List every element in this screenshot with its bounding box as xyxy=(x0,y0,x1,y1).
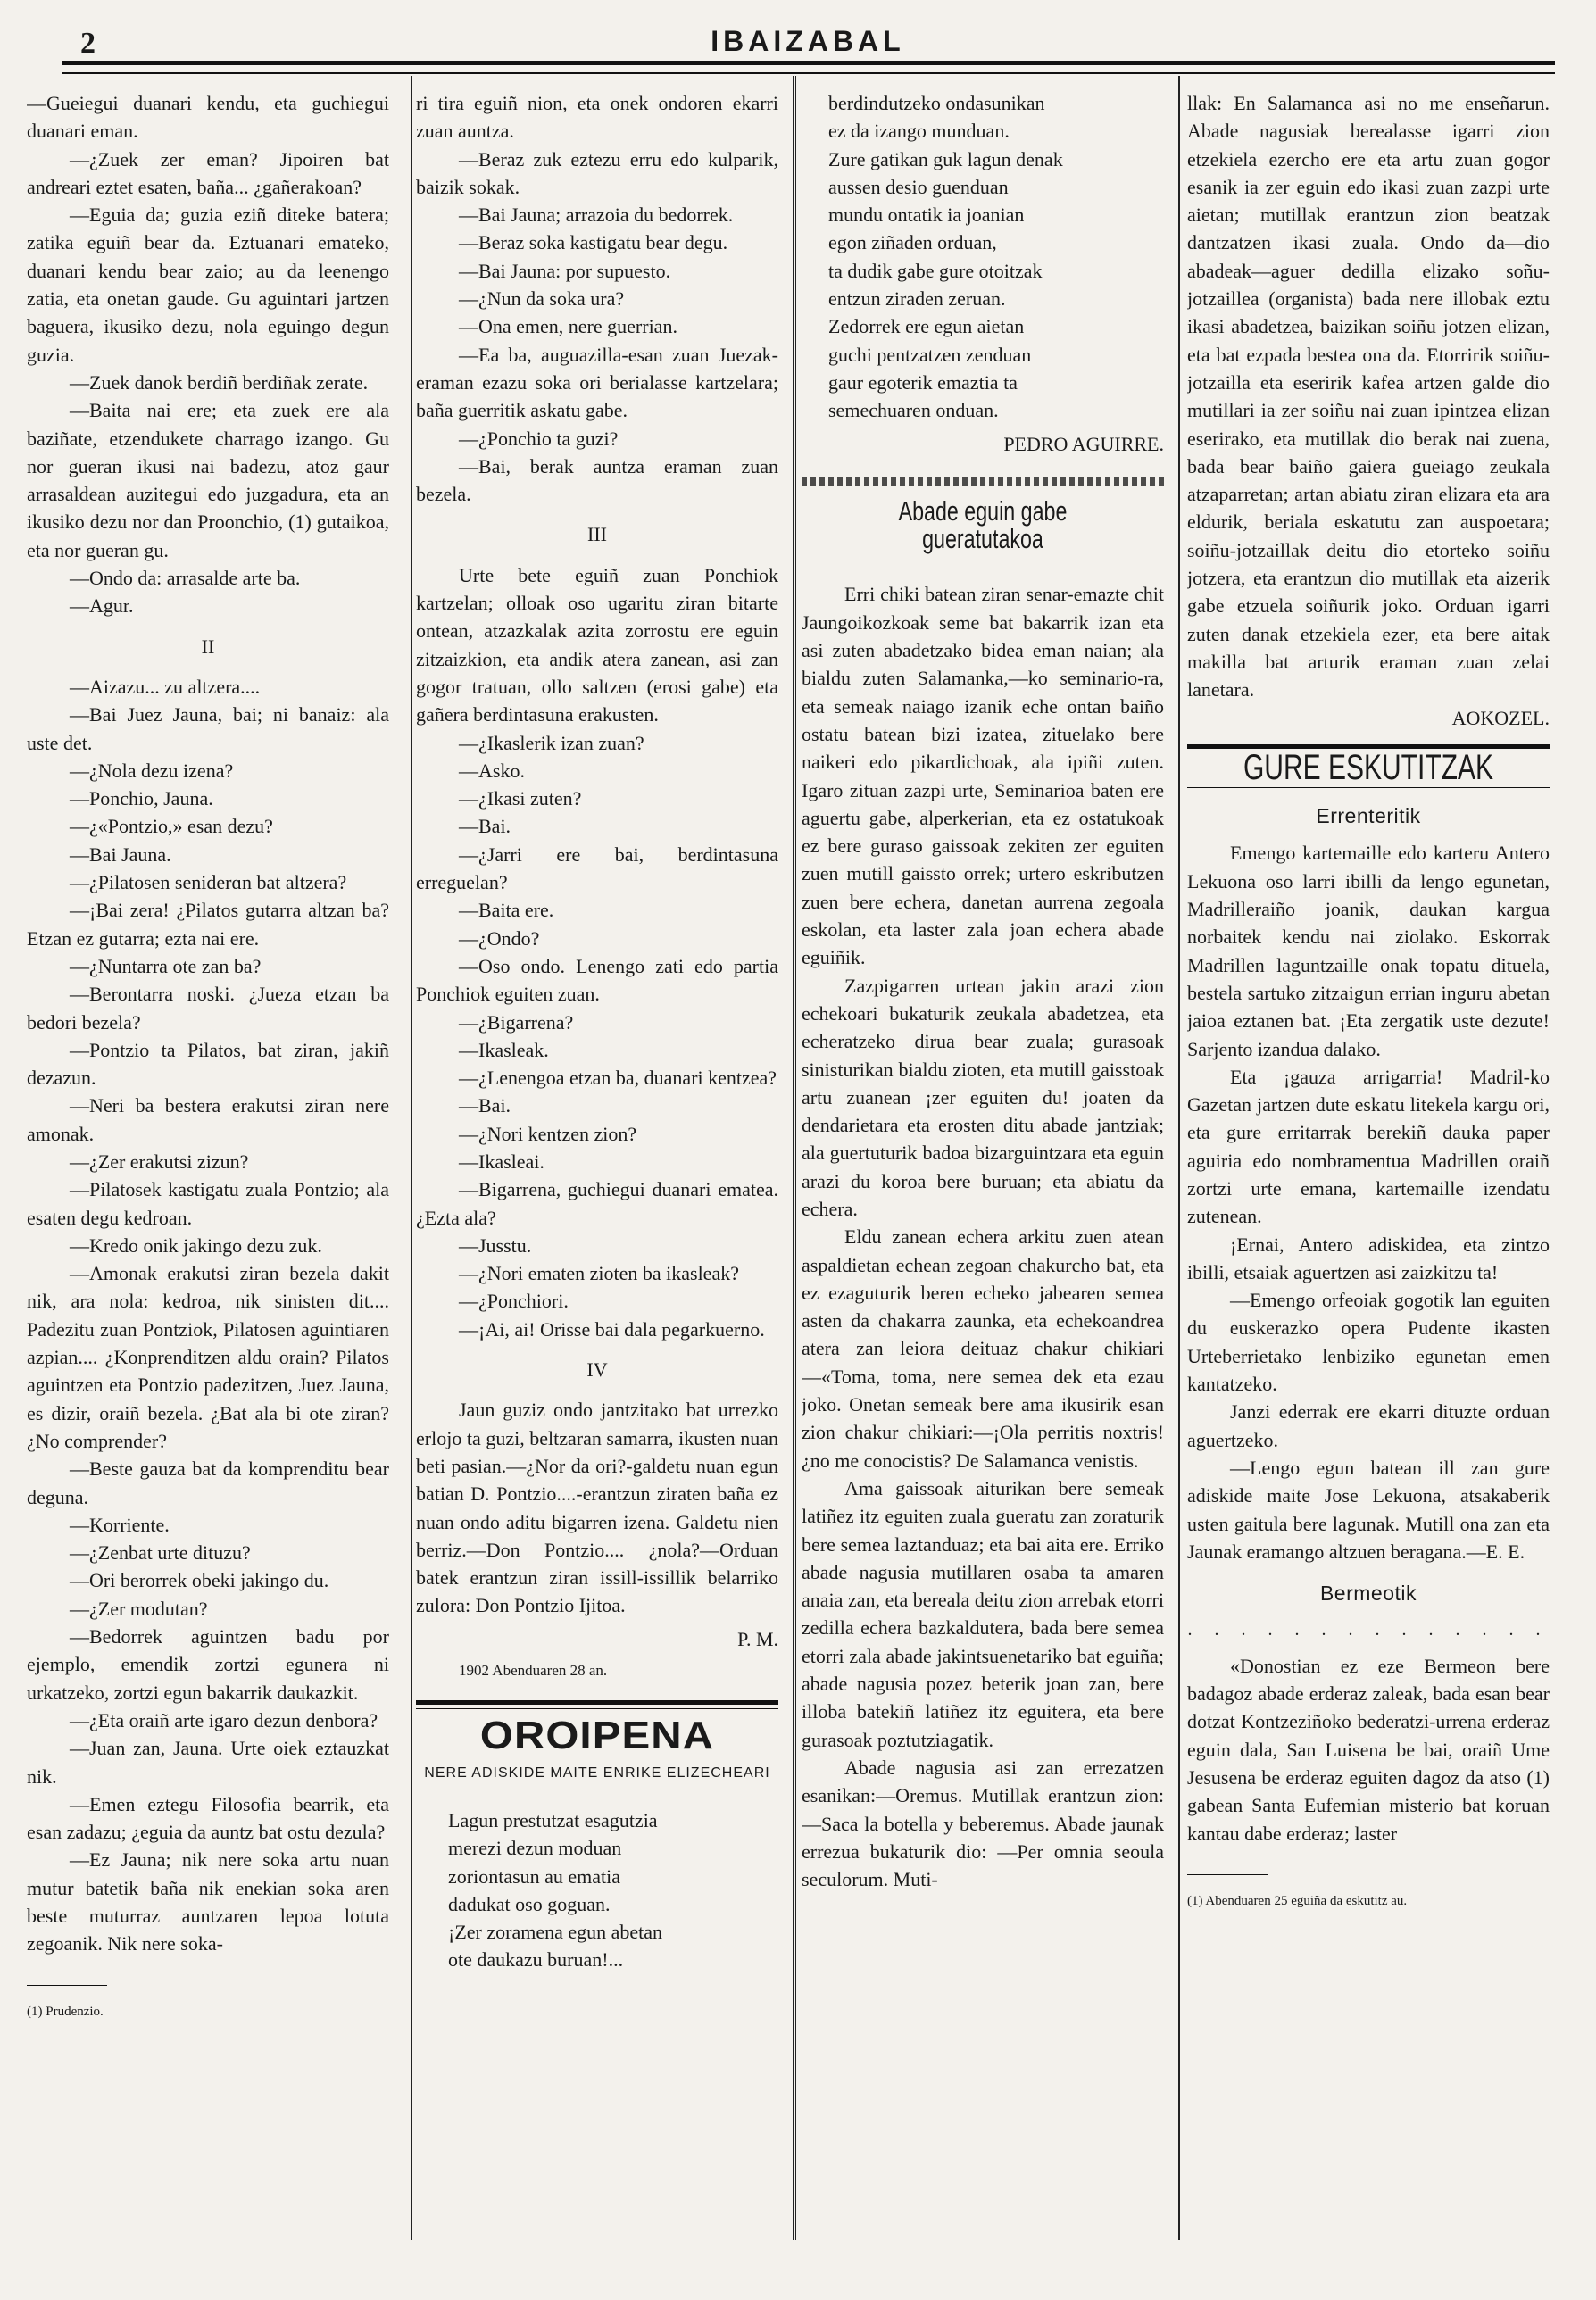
poem-line: dadukat oso goguan. xyxy=(448,1892,611,1915)
ornamental-rule xyxy=(802,477,1164,486)
signature: PEDRO AGUIRRE. xyxy=(1003,432,1164,455)
paragraph: Erri chiki batean ziran senar-emazte chit Jaungoikozkoak seme bat bakarrik izan eta asi zuten abadetzako bidea eman naian; ala bialdu zuten Salamanka,—ko seminario-ra, eta semeak naiago izanik eche ontan baiño ostatu batean bizi izatea, zituelako bere naikeri edo pikardichoak, ala ipiñi zuten. Igaro zituan zazpi urte, Seminarioa baten ere aguertu gabe, alperkerian, eta ez ostatukoak ez bere guraso gaissoak zekiten zer eguiten zuen mutill gaissto orrek; urtero eskributzen zuen bere echera, danetan aurrena zegoala eskolan, eta laster zala joan echera abade eguiñik. xyxy=(802,583,1164,969)
paragraph: Eldu zanean echera arkitu zuen atean aspaldietan echean zegoan chakurcho bat, eta ez ezaguturik beren echeko jabearen semea asten da chakarra zaunka, eta echekoandrea atera zan leiora deituaz chakur chikiari—«Toma, toma, nere semea dek eta ezau joko. Onetan semeak bere ama ikusirik esan zion chakur chikiari:—¡Ola perritis noxtris! ¿no me conocistis? De Salamanca venistis. xyxy=(802,1225,1164,1472)
paragraph: —Amonak erakutsi ziran bezela dakit nik, ara nola: kedroa, nik sinisten dit.... Padezitu zuan Pontziok, Pilatosen aguintiaren azpian.... ¿Konprenditzen aldu orain? Pilatos aguintzen eta Pontzio padezitzen, Juez Jauna, es dizir, oraiñ bezela. ¿Bat ala bi ote ziran? ¿No comprender? xyxy=(27,1262,389,1452)
section-rule xyxy=(416,1708,778,1709)
paragraph: —Aizazu... zu altzera.... xyxy=(70,675,261,698)
section-numeral: II xyxy=(201,635,215,658)
paragraph: —Bai Jauna. xyxy=(70,843,171,866)
poem-line: ta dudik gabe gure otoitzak xyxy=(828,259,1043,282)
paragraph: —Berontarra noski. ¿Jueza etzan ba bedori bezela? xyxy=(27,983,389,1034)
paragraph: —Ea ba, auguazilla-esan zuan Juezak-eraman ezazu soka ori berialasse kartzelara; baña guerritik askatu gabe. xyxy=(416,343,778,422)
paragraph: —Lengo egun batean ill zan gure adiskide maite Jose Lekuona, atsakaberik usten gaitula bere lagunak. Mutill ona zan eta Jaunak eramango altzuen beragana.—E. E. xyxy=(1187,1456,1550,1563)
poem-line: mundu ontatik ia joanian xyxy=(828,203,1025,227)
page-header xyxy=(62,20,1553,62)
paragraph: —¿Zuek zer eman? Jipoiren bat andreari eztet esaten, baña... ¿gañerakoan? xyxy=(27,147,389,198)
column-1 xyxy=(27,89,389,2231)
paragraph: —Baita nai ere; eta zuek ere ala baziñate, etzendukete charrago izango. Gu nor gueran ikusi nai badezu, atoz gaur arrasaldean auzitegui edo juzgadura, eta an ikusiko dezu nor dan Proonchio, (1) gutaikoa, eta nor gueran gu. xyxy=(27,399,389,561)
paragraph: Jaun guziz ondo jantzitako bat urrezko erlojo ta guzi, beltzaran samarra, ikusten nuan beti pasian.—¿Nor da ori?-galdetu nuan egun batian D. Pontzio....-erantzun ziraten baña ez nuan ondo aditu bigarren izena. Galdetu nien berriz.—Don Pontzio.... ¿nola?—Orduan batek erantzun ziran issill-issillik belarriko zulora: Don Pontzio Ijitoa. xyxy=(416,1399,778,1617)
poem-line: aussen desio guenduan xyxy=(828,175,1009,198)
paragraph: —Beraz soka kastigatu bear degu. xyxy=(459,231,728,254)
paragraph: llak: En Salamanca asi no me enseñarun. Abade nagusiak berealasse igarri zion etzekiela ezercho ere eta artu zuan gogor esanik ia zer eguin edo ikasi zuan zazpi urte aietan; mutillak erantzun zion beatzak dantzatzen ikasi zuala. Ondo da—dio abadeak—aguer dedilla elizako soñu-jotzaillea (organista) bada nere illobak eztu ikasi abadetzea, baizikan soiñu jotzen elizan, eta bat ezpada bestea ona da. Etorririk soiñu-jotzailla eta eseririk kafea artzen galde dio mutillari ia zer soiñu nai zuan ipintzea elizan eserirako, eta mutillak dio berak nai zuena, bada bear baiño gaiera gueiago zeukala atzaparretan; artan abiatu ziran elizara eta ara eldurik, beriala eskatutu zan auspoetara; soiñu-jotzaillak deitu dio etorteko soiñu jotzera, eta erantzun dio mutillak eta aizerik gabe etzuela soiñurik joko. Orduan igarri zuten danak etzekiela ezer, eta bere aitak makilla bat arturik eraman zuan zelai lanetara. xyxy=(1187,92,1550,702)
poem-line: Zedorrek ere egun aietan xyxy=(828,315,1025,338)
paragraph: —Beraz zuk eztezu erru edo kulparik, baizik sokak. xyxy=(416,147,778,198)
dotted-rule: . . . . . . . . . . . . . . xyxy=(1187,1620,1550,1640)
paragraph: Emengo kartemaille edo karteru Antero Lekuona oso larri ibilli da lengo egunetan, Madrilleraiño joanik, daukan kargua norbaitek kendu nai ziolako. Eskorrak Madrillen laguntzaille onak topatu dituela, bestela sartuko zitzaigun errian inguru abetan jaioa eztanen bat. ¡Eta zergatik uste dezute! Sarjento izandua dalako. xyxy=(1187,842,1550,1060)
paragraph: —Bai Jauna; arrazoia du bedorrek. xyxy=(459,203,734,227)
column-4 xyxy=(1187,89,1550,2231)
column-divider xyxy=(1178,76,1180,2240)
paragraph: —¿Nun da soka ura? xyxy=(459,287,625,311)
footnote: (1) Abenduaren 25 eguiña da eskutitz au. xyxy=(1187,1893,1408,1908)
subsection-title: Errenteritik xyxy=(1316,804,1421,828)
paragraph: —¿Zer modutan? xyxy=(70,1597,208,1620)
paragraph: —Eguia da; guzia eziñ diteke batera; zatika eguiñ bear da. Eztuanari emateko, duanari kendu bear zaio; au da leenengo zatia, eta onetan gaude. Gu aguintari jartzen baguera, ikusiko dezu, nola eguingo degun guzia. xyxy=(27,203,389,366)
paragraph: —Bai Juez Jauna, bai; ni banaiz: ala uste det. xyxy=(27,703,389,754)
paragraph: —¿Ondo? xyxy=(459,926,540,950)
paragraph: —Bedorrek aguintzen badu por ejemplo, emendik zortzi egunera ni urkatzeko, zortzi egun bakarrik daukazkit. xyxy=(27,1625,389,1704)
paragraph: —Ponchio, Jauna. xyxy=(70,787,213,810)
column-divider xyxy=(411,76,412,2240)
paragraph: —Kredo onik jakingo dezu zuk. xyxy=(70,1233,322,1257)
paragraph: —Pilatosek kastigatu zuala Pontzio; ala esaten degu kedroan. xyxy=(27,1178,389,1229)
signature: P. M. xyxy=(737,1627,778,1650)
paragraph: ri tira eguiñ nion, eta onek ondoren ekarri zuan auntza. xyxy=(416,92,778,143)
poem-line: merezi dezun moduan xyxy=(448,1837,622,1860)
poem xyxy=(416,1806,778,1974)
paragraph: —Neri ba bestera erakutsi ziran nere amonak. xyxy=(27,1094,389,1145)
paragraph: —¿Pilatosen seniderɑn bat altzera? xyxy=(70,871,347,894)
paragraph: —¡Bai zera! ¿Pilatos gutarra altzan ba? Etzan ez gutarra; ezta nai ere. xyxy=(27,899,389,950)
paragraph: —Bai Jauna: por supuesto. xyxy=(459,259,671,282)
poem-line: guchi pentzatzen zenduan xyxy=(828,343,1032,366)
paragraph: Urte bete eguiñ zuan Ponchiok kartzelan; olloak oso ugaritu ziran bitarte ontean, atzazkalak azita zorrostu ere eguin zitzaizkion, eta andik atera zanean, asi zan gogor tratuan, ollo saltzen (erosi gabe) eta gañera berdintasuna erakusten. xyxy=(416,563,778,727)
paragraph: —Bai. xyxy=(459,1094,511,1117)
section-numeral: IV xyxy=(586,1358,608,1382)
paragraph: —¿Ponchiori. xyxy=(459,1290,569,1313)
paragraph: —Ez Jauna; nik nere soka artu nuan mutur batetik baña nik enekian soka aren beste muturraz auntzaren lepoa lotuta zegoanik. Nik nere soka- xyxy=(27,1848,389,1955)
poem-line: ote daukazu buruan!... xyxy=(448,1948,624,1972)
footnote-rule xyxy=(27,1985,107,1986)
paragraph: —Emengo orfeoiak gogotik lan eguiten du euskerazko opera Pudente ikasten Urteberrietako lenbiziko egunetan emen kantatzeko. xyxy=(1187,1289,1550,1396)
column-3 xyxy=(802,89,1164,2231)
paragraph: Zazpigarren urtean jakin arazi zion echekoari bukaturik zeukala abadetzea, eta echeratzeko dirua bear zuala; gurasoak sinisturikan bialdu zioten, eta mutill gaisstoak artu zuanean ¡zer eguiten du! joaten da dendarietara eta erosten ditu abade jantziak; ala guertuturik badoa bizarguintzara eta eguin arazi du koroa bere buruan; eta abiatu da echera. xyxy=(802,974,1164,1220)
footnote: (1) Prudenzio. xyxy=(27,2004,104,2019)
paragraph: —¿Ikasi zuten? xyxy=(459,787,582,810)
masthead-title: IBAIZABAL xyxy=(711,25,905,57)
paragraph: —Agur. xyxy=(70,594,134,618)
poem-line: ez da izango munduan. xyxy=(828,120,1010,143)
poem-line: Zure gatikan guk lagun denak xyxy=(828,147,1063,170)
poem-line: egon ziñaden orduan, xyxy=(828,231,997,254)
poem-line: semechuaren onduan. xyxy=(828,399,999,422)
section-numeral: III xyxy=(587,523,607,546)
story-title: Abade eguin gabe gueratutakoa xyxy=(898,494,1068,555)
paragraph: —Ona emen, nere guerrian. xyxy=(459,315,677,338)
paragraph: —Bai, berak auntza eraman zuan bezela. xyxy=(416,454,778,506)
subsection-title: Bermeotik xyxy=(1319,1582,1417,1606)
paragraph: Janzi ederrak ere ekarri dituzte orduan aguertzeko. xyxy=(1187,1400,1550,1451)
paragraph: —¿Zenbat urte dituzu? xyxy=(70,1541,251,1565)
paragraph: —Juan zan, Jauna. Urte oiek eztauzkat nik. xyxy=(27,1737,389,1788)
paragraph: —Beste gauza bat da komprenditu bear deguna. xyxy=(27,1457,389,1508)
paragraph: —¿Eta oraiñ arte igaro dezun denbora? xyxy=(70,1708,378,1731)
paragraph: —¿Nola dezu izena? xyxy=(70,759,234,782)
paragraph: —Ori berorrek obeki jakingo du. xyxy=(70,1569,329,1592)
paragraph: —Korriente. xyxy=(70,1513,170,1536)
paragraph: Abade nagusia asi zan errezatzen esanikan:—Oremus. Mutillak erantzun zion:—Saca la botella y beberemus. Abade jaunak errezua bukaturik dio: —Per omnia seoula seculorum. Muti- xyxy=(802,1756,1164,1891)
paragraph: —¿Nori kentzen zion? xyxy=(459,1122,637,1145)
poem-line: zoriontasun au ematia xyxy=(448,1864,621,1888)
paragraph: —¿Ponchio ta guzi? xyxy=(459,427,619,450)
paragraph: —¿Bigarrena? xyxy=(459,1010,574,1034)
paragraph: —¿Zer erakutsi zizun? xyxy=(70,1150,249,1173)
paragraph: —Jusstu. xyxy=(459,1233,532,1257)
paragraph: —Bigarrena, guchiegui duanari ematea. ¿Ezta ala? xyxy=(416,1178,778,1229)
section-rule xyxy=(1187,787,1550,788)
letters-title: GURE ESKUTITZAK xyxy=(1243,747,1494,787)
poem xyxy=(802,89,1164,425)
paragraph: —¡Ai, ai! Orisse bai dala pegarkuerno. xyxy=(459,1317,765,1341)
paragraph: —Ikasleak. xyxy=(459,1038,549,1061)
column-divider xyxy=(793,76,796,2240)
oroipena-subtitle: NERE ADISKIDE MAITE ENRIKE ELIZECHEARI xyxy=(424,1764,770,1781)
poem-line: ¡Zer zoramena egun abetan xyxy=(448,1921,663,1944)
paragraph: —¿Nuntarra ote zan ba? xyxy=(70,954,262,977)
poem-line: berdindutzeko ondasunikan xyxy=(828,92,1045,114)
paragraph: Ama gaissoak aiturikan bere semeak latiñez itz eguiten zuala gueratu zan zoraturik bere semea laztanduaz; eta bai aita ere. Erriko abade nagusia mutillaren osaba ta amaren anaia zan, eta bereala deitu zion arrebak etorri zedilla echera bazkaldutera, bada bere semea etorri zala abade jakintsuenetariko bat eguiña; abade nagusia pozez beterik joan zan, bere illoba batekiñ latiñez itz eguitera, eta bere gurasoak poztutziagatik. xyxy=(802,1476,1164,1751)
paragraph: Eta ¡gauza arrigarria! Madril-ko Gazetan jartzen dute eskatu litekela kargu ori, eta gure erritarrak berekiñ dauka paper aguiria edo nombramentua Madrillen oraiñ zortzi urte emana, kartemaille izendatu zutenean. xyxy=(1187,1065,1550,1228)
page-number: 2 xyxy=(80,27,96,60)
header-rule xyxy=(62,61,1555,74)
paragraph: —Pontzio ta Pilatos, bat ziran, jakiñ dezazun. xyxy=(27,1038,389,1090)
oroipena-title: OROIPENA xyxy=(479,1714,715,1758)
section-rule xyxy=(416,1700,778,1705)
paragraph: —¿Jarri ere bai, berdintasuna erreguelan? xyxy=(416,843,778,894)
paragraph: —Asko. xyxy=(459,759,525,782)
footnote-rule xyxy=(1187,1874,1268,1875)
paragraph: —Ondo da: arrasalde arte ba. xyxy=(70,567,301,590)
paragraph: —¿«Pontzio,» esan dezu? xyxy=(70,815,273,838)
paragraph: —Emen eztegu Filosofia bearrik, eta esan zadazu; ¿eguia da auntz bat ostu dezula? xyxy=(27,1792,389,1844)
column-2 xyxy=(416,89,778,2231)
poem-line: gaur egoterik emaztia ta xyxy=(828,370,1018,394)
paragraph: —Oso ondo. Lenengo zati edo partia Ponchiok eguiten zuan. xyxy=(416,954,778,1006)
paragraph: —¿Ikaslerik izan zuan? xyxy=(459,731,644,754)
paragraph: —Baita ere. xyxy=(459,899,554,922)
paragraph: —¿Nori ematen zioten ba ikasleak? xyxy=(459,1262,739,1285)
poem-line: Lagun prestutzat esagutzia xyxy=(448,1808,658,1831)
paragraph: —Ikasleai. xyxy=(459,1150,544,1173)
paragraph: —Bai. xyxy=(459,815,511,838)
poem-line: entzun ziraden zeruan. xyxy=(828,287,1006,311)
dateline: 1902 Abenduaren 28 an. xyxy=(459,1662,608,1680)
paragraph: «Donostian ez eze Bermeon bere badagoz abade erderaz zaleak, bada esan bear dotzat Kontzeziñoko bederatzi-urrena erderaz eguin dala, San Luisena be bai, oraiñ Ume Jesusena be erderaz eguiten dagoz da atso (1) gabean Santa Eufemian misterio bat koruan kantau dabe erderaz; laster xyxy=(1187,1654,1550,1845)
paragraph: —Gueiegui duanari kendu, eta guchiegui duanari eman. xyxy=(27,92,389,143)
paragraph: —¿Lenengoa etzan ba, duanari kentzea? xyxy=(459,1067,777,1090)
paragraph: —Zuek danok berdiñ berdiñak zerate. xyxy=(70,370,369,394)
signature: AOKOZEL. xyxy=(1451,706,1550,729)
paragraph: ¡Ernai, Antero adiskidea, eta zintzo ibilli, etsaiak aguertzen asi zaizkitzu ta! xyxy=(1187,1233,1550,1283)
